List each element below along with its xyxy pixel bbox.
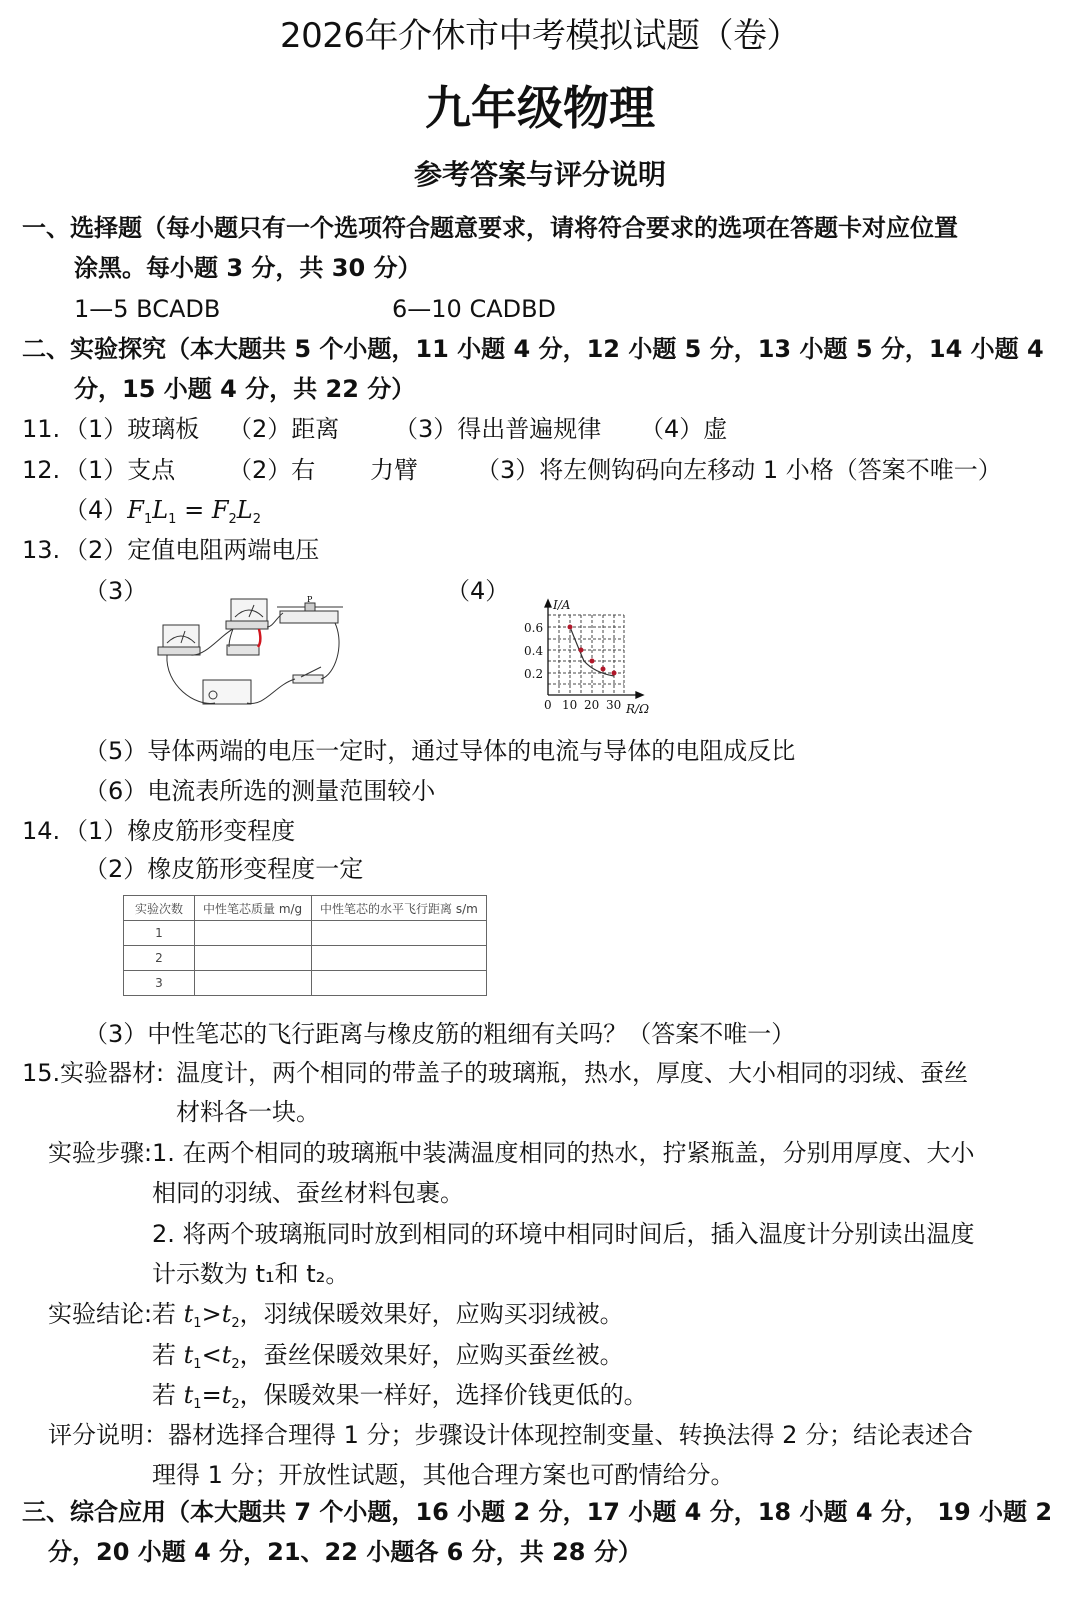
formula-l: L [236, 496, 253, 524]
q12-part2b: 力臂 [370, 456, 418, 484]
q12-part2: （2）右 [228, 456, 316, 484]
q13-part6: （6）电流表所选的测量范围较小 [84, 777, 436, 805]
q12-part4-label: （4） [64, 496, 128, 524]
section3-heading-line1: 三、综合应用（本大题共 7 个小题，16 小题 2 分，17 小题 4 分，18 小题 4 分， 19 小题 2 [22, 1498, 1053, 1526]
table-row [124, 921, 487, 946]
section2-heading-line2: 分，15 小题 4 分，共 22 分） [74, 375, 416, 403]
var-t: t [183, 1381, 194, 1409]
q15-step1-line2: 相同的羽绒、蚕丝材料包裹。 [152, 1179, 464, 1207]
section3-heading-line2: 分，20 小题 4 分，21、22 小题各 6 分，共 28 分） [48, 1538, 642, 1566]
q15-steps-label: 实验步骤: [48, 1139, 153, 1167]
y-tick-0-4: 0.4 [524, 644, 544, 658]
formula-f: F [211, 496, 229, 524]
rheostat-label-p: P [307, 595, 313, 604]
section2-heading-line1: 二、实验探究（本大题共 5 个小题，11 小题 4 分，12 小题 5 分，13 小题 5 分，14 小题 4 [22, 335, 1044, 363]
q15-grading-line2: 理得 1 分；开放性试题，其他合理方案也可酌情给分。 [152, 1461, 735, 1489]
q15-number: 15. [22, 1059, 61, 1087]
exam-title: 2026年介休市中考模拟试题（卷） [279, 16, 801, 56]
formula-sub: 1 [168, 512, 177, 527]
q11-part2: （2）距离 [228, 415, 340, 443]
var-t: t [183, 1300, 194, 1328]
table-cell [312, 921, 487, 946]
x-tick-30: 30 [606, 698, 622, 712]
q15-materials-line1: 温度计，两个相同的带盖子的玻璃瓶，热水，厚度、大小相同的羽绒、蚕丝 [176, 1059, 968, 1087]
text: 若 [152, 1300, 184, 1328]
table-cell [312, 946, 487, 971]
sub: 1 [193, 1357, 202, 1372]
relation: < [201, 1341, 222, 1369]
table-cell [195, 946, 312, 971]
text: 若 [152, 1341, 184, 1369]
text: ，蚕丝保暖效果好，应购买蚕丝被。 [239, 1341, 624, 1369]
table-cell [195, 921, 312, 946]
y-tick-0-2: 0.2 [524, 667, 544, 681]
q11-number: 11. [22, 415, 61, 443]
relation: > [201, 1300, 222, 1328]
table-cell [312, 971, 487, 996]
formula-equals: = [176, 496, 212, 524]
q15-conclusion1 [152, 1299, 624, 1339]
table-cell: 3 [124, 971, 195, 996]
sub: 2 [231, 1397, 240, 1412]
q11-part1: （1）玻璃板 [64, 415, 200, 443]
q13-part4-label: （4） [446, 577, 510, 605]
q15-step2-line1: 2. 将两个玻璃瓶同时放到相同的环境中相同时间后，插入温度计分别读出温度 [152, 1220, 975, 1248]
q15-grading-line1: 评分说明：器材选择合理得 1 分；步骤设计体现控制变量、转换法得 2 分；结论表述合 [48, 1421, 974, 1449]
q15-step1-line1: 1. 在两个相同的玻璃瓶中装满温度相同的热水，拧紧瓶盖，分别用厚度、大小 [152, 1139, 975, 1167]
table-row [124, 946, 487, 971]
q12-part4 [64, 495, 261, 535]
table-header-cell: 实验次数 [124, 896, 195, 921]
x-tick-10: 10 [562, 698, 578, 712]
q15-materials-label: 实验器材: [60, 1059, 165, 1087]
current-resistance-graph [520, 597, 670, 722]
q12-part1: （1）支点 [64, 456, 176, 484]
q14-part2: （2）橡皮筋形变程度一定 [84, 855, 364, 883]
var-t: t [221, 1341, 232, 1369]
formula-sub: 2 [228, 512, 237, 527]
x-tick-0: 0 [544, 698, 552, 712]
q14-data-table [123, 895, 487, 996]
formula-f: F [127, 496, 144, 524]
sub: 2 [231, 1316, 240, 1331]
answers-1-5: 1—5 BCADB [74, 295, 221, 323]
circuit-diagram [155, 595, 365, 710]
text: 若 [152, 1381, 184, 1409]
text: ，保暖效果一样好，选择价钱更低的。 [239, 1381, 648, 1409]
q13-part3-label: （3） [84, 577, 148, 605]
q14-part1: （1）橡皮筋形变程度 [64, 817, 296, 845]
var-t: t [221, 1381, 232, 1409]
q13-number: 13. [22, 536, 61, 564]
sub: 2 [231, 1357, 240, 1372]
q13-part5: （5）导体两端的电压一定时，通过导体的电流与导体的电阻成反比 [84, 737, 796, 765]
formula-sub: 2 [252, 512, 261, 527]
formula-sub: 1 [143, 512, 153, 527]
section1-heading-line1: 一、选择题（每小题只有一个选项符合题意要求，请将符合要求的选项在答题卡对应位置 [22, 214, 958, 242]
q15-materials-line2: 材料各一块。 [176, 1098, 320, 1126]
q14-number: 14. [22, 817, 61, 845]
answers-6-10: 6—10 CADBD [392, 295, 557, 323]
table-cell: 1 [124, 921, 195, 946]
var-t: t [221, 1300, 232, 1328]
q12-number: 12. [22, 456, 61, 484]
y-tick-0-6: 0.6 [524, 621, 544, 635]
q11-part4: （4）虚 [640, 415, 728, 443]
q14-part3: （3）中性笔芯的飞行距离与橡皮筋的粗细有关吗？（答案不唯一） [84, 1020, 796, 1048]
x-axis-label: R/Ω [626, 702, 650, 716]
q15-conclusion-label: 实验结论: [48, 1300, 153, 1328]
q12-part3: （3）将左侧钩码向左移动 1 小格（答案不唯一） [476, 456, 1002, 484]
var-t: t [183, 1341, 194, 1369]
table-row [124, 971, 487, 996]
sub: 1 [193, 1316, 202, 1331]
relation: = [201, 1381, 222, 1409]
q15-conclusion3 [152, 1380, 648, 1420]
sub: 1 [193, 1397, 202, 1412]
subject-title: 九年级物理 [425, 81, 655, 135]
table-header-cell: 中性笔芯质量 m/g [195, 896, 312, 921]
q11-part3: （3）得出普遍规律 [394, 415, 602, 443]
table-cell: 2 [124, 946, 195, 971]
table-cell [195, 971, 312, 996]
x-tick-20: 20 [584, 698, 600, 712]
table-header-row [124, 896, 487, 921]
y-axis-label: I/A [553, 598, 571, 612]
q15-conclusion2 [152, 1340, 624, 1380]
section1-heading-line2: 涂黑。每小题 3 分，共 30 分） [74, 254, 422, 282]
table-header-cell: 中性笔芯的水平飞行距离 s/m [312, 896, 487, 921]
q13-part2: （2）定值电阻两端电压 [64, 536, 320, 564]
text: ，羽绒保暖效果好，应购买羽绒被。 [239, 1300, 624, 1328]
answer-key-subtitle: 参考答案与评分说明 [413, 158, 666, 191]
q15-step2-line2: 计示数为 t₁和 t₂。 [152, 1260, 350, 1288]
formula-l: L [152, 496, 169, 524]
